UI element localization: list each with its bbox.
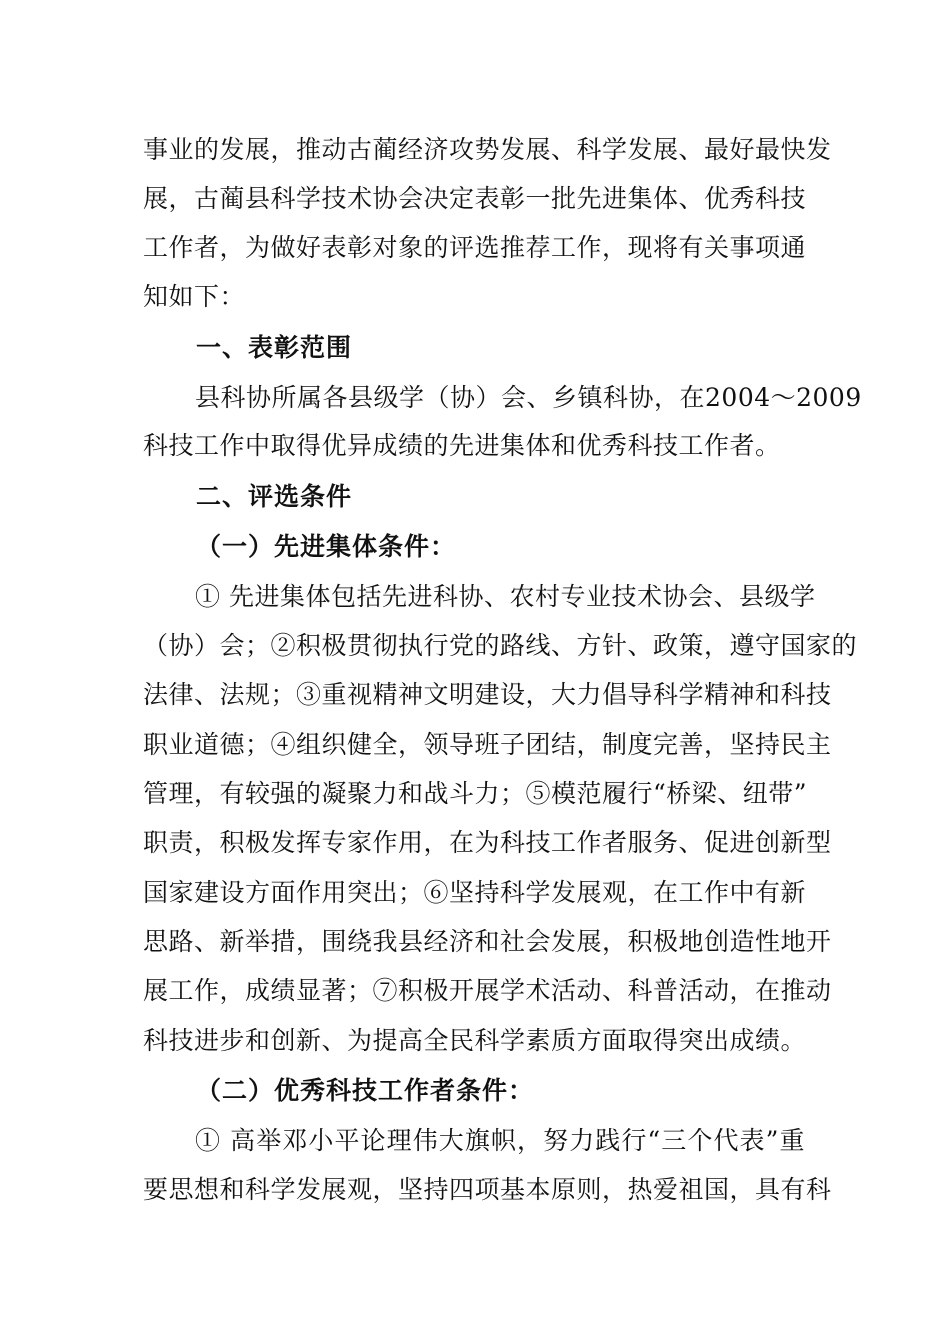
body-line: 展工作，成绩显著；⑦积极开展学术活动、科普活动，在推动 [143,976,832,1005]
body-line: ① 高举邓小平论理伟大旗帜，努力践行“三个代表”重 [195,1126,805,1155]
body-line: 法律、法规；③重视精神文明建设，大力倡导科学精神和科技 [143,680,832,709]
body-line: 科技进步和创新、为提高全民科学素质方面取得突出成绩。 [143,1026,807,1055]
subsection-heading: （一）先进集体条件： [196,532,457,561]
body-line: 职责，积极发挥专家作用，在为科技工作者服务、促进创新型 [143,828,832,857]
intro-line: 知如下： [143,282,246,311]
body-line: 要思想和科学发展观，坚持四项基本原则，热爱祖国，具有科 [143,1175,832,1204]
body-line: 国家建设方面作用突出；⑥坚持科学发展观，在工作中有新 [143,878,807,907]
body-line: 科技工作中取得优异成绩的先进集体和优秀科技工作者。 [143,431,781,460]
body-line: （协）会；②积极贯彻执行党的路线、方针、政策，遵守国家的 [143,631,858,660]
section-heading: 一、表彰范围 [196,333,353,362]
intro-line: 工作者，为做好表彰对象的评选推荐工作，现将有关事项通 [143,233,807,262]
body-line: ① 先进集体包括先进科协、农村专业技术协会、县级学 [195,582,816,611]
subsection-heading: （二）优秀科技工作者条件： [196,1076,535,1105]
body-line: 县科协所属各县级学（协）会、乡镇科协，在2004～2009 [195,383,862,412]
body-line: 思路、新举措，围绕我县经济和社会发展，积极地创造性地开 [143,927,832,956]
intro-line: 展，古蔺县科学技术协会决定表彰一批先进集体、优秀科技 [143,184,807,213]
body-line: 职业道德；④组织健全，领导班子团结，制度完善，坚持民主 [143,730,832,759]
body-line: 管理，有较强的凝聚力和战斗力；⑤模范履行“桥梁、纽带” [143,779,808,808]
intro-line: 事业的发展，推动古蔺经济攻势发展、科学发展、最好最快发 [143,135,832,164]
section-heading: 二、评选条件 [196,482,353,511]
